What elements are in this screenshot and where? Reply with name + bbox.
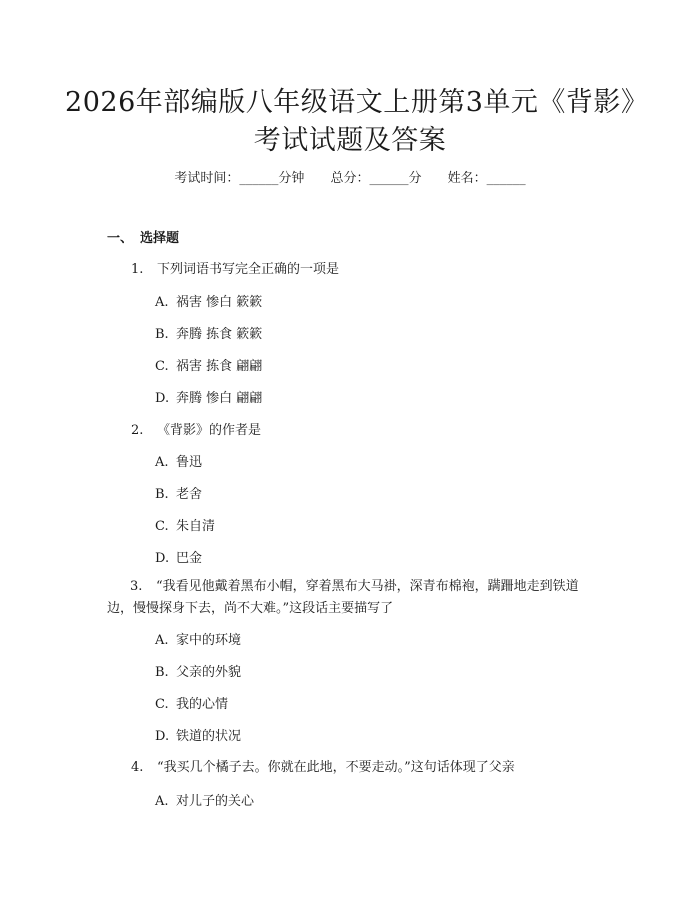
option-letter: D.: [155, 551, 170, 566]
answer-option: [155, 550, 202, 568]
answer-option: [155, 390, 262, 408]
option-letter: A.: [155, 295, 169, 310]
answer-option: [155, 454, 202, 472]
question-number: 1.: [131, 262, 144, 277]
answer-option: [155, 294, 262, 312]
question-text: “我看见他戴着黑布小帽，穿着黑布大马褂，深青布棉袍，蹒跚地走到铁道边，慢慢探身下去，尚不大难。”这段话主要描写了: [107, 579, 579, 616]
question-number: 4.: [131, 760, 144, 775]
option-text: 我的心情: [176, 697, 229, 712]
option-text: 奔腾 惨白 翩翩: [176, 391, 263, 406]
option-text: 鲁迅: [176, 455, 203, 470]
option-letter: B.: [155, 665, 169, 680]
question-text: 下列词语书写完全正确的一项是: [157, 262, 340, 277]
section-heading: [107, 230, 179, 248]
question-text: “我买几个橘子去。你就在此地，不要走动。”这句话体现了父亲: [157, 760, 515, 775]
student-name-field: 姓名：______: [447, 171, 526, 186]
page-title: 2026年部编版八年级语文上册第3单元《背影》考试试题及答案: [65, 87, 635, 156]
option-letter: A.: [155, 633, 169, 648]
option-letter: B.: [155, 487, 169, 502]
option-text: 铁道的状况: [176, 729, 242, 744]
option-letter: D.: [155, 729, 170, 744]
answer-option: [155, 486, 202, 504]
question-text: 《背影》的作者是: [157, 423, 262, 438]
option-letter: C.: [155, 519, 169, 534]
option-text: 祸害 惨白 簌簌: [176, 295, 263, 310]
option-text: 朱自清: [176, 519, 216, 534]
exam-info-line: [0, 170, 700, 188]
total-score-field: 总分：______分: [330, 171, 422, 186]
option-text: 家中的环境: [176, 633, 242, 648]
answer-option: [155, 358, 262, 376]
answer-option: [155, 696, 228, 714]
exam-time-field: 考试时间：______分钟: [174, 171, 305, 186]
option-text: 祸害 拣食 翩翩: [176, 359, 263, 374]
option-letter: C.: [155, 697, 169, 712]
question-number: 2.: [131, 423, 144, 438]
option-text: 巴金: [176, 551, 203, 566]
answer-option: [155, 664, 241, 682]
question-stem: [131, 757, 515, 779]
option-letter: D.: [155, 391, 170, 406]
option-text: 奔腾 拣食 簌簌: [176, 327, 263, 342]
section-title: 选择题: [140, 231, 180, 246]
answer-option: [155, 326, 262, 344]
answer-option: [155, 518, 215, 536]
option-letter: C.: [155, 359, 169, 374]
option-letter: A.: [155, 455, 169, 470]
answer-option: [155, 632, 241, 650]
question-number: 3.: [130, 579, 143, 594]
option-text: 对儿子的关心: [176, 794, 255, 809]
section-number: 一、: [107, 231, 134, 246]
answer-option: [155, 728, 241, 746]
question-stem: [107, 576, 597, 620]
option-text: 父亲的外貌: [176, 665, 242, 680]
option-letter: B.: [155, 327, 169, 342]
question-stem: [131, 259, 339, 281]
option-letter: A.: [155, 794, 169, 809]
answer-option: [155, 793, 254, 811]
question-stem: [131, 420, 261, 442]
option-text: 老舍: [176, 487, 203, 502]
